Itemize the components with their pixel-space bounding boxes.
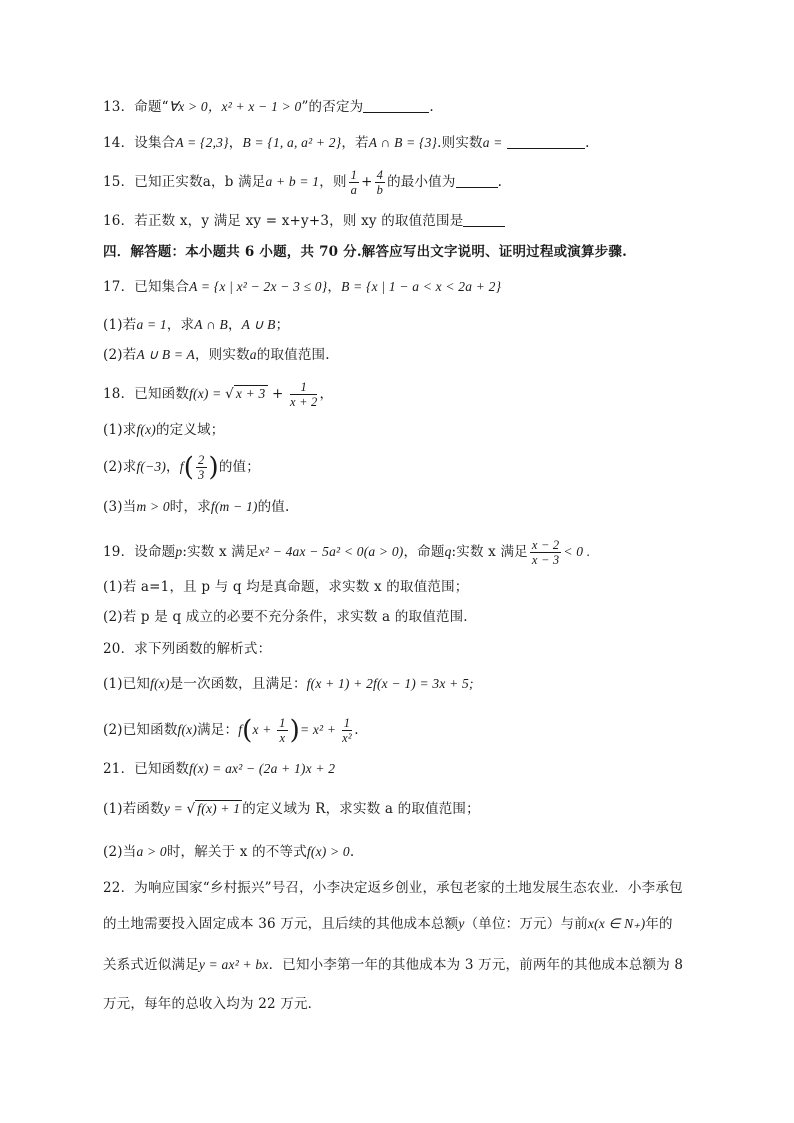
- question-17-part-1: (1)若a = 1，求A ∩ B，A ∪ B；: [103, 317, 290, 333]
- question-17: 17．已知集合A = {x | x² − 2x − 3 ≤ 0}，B = {x | 1 − a < x < 2a + 2}: [103, 279, 502, 295]
- fraction: $\frac{1}{\text{x²}}$: [342, 716, 352, 745]
- fraction: $\frac{2}{3}$: [198, 453, 205, 482]
- answer-blank[interactable]: [456, 173, 498, 188]
- question-16: 16．若正数 x，y 满足 xy = x+y+3，则 xy 的取值范围是: [103, 211, 505, 231]
- question-13: 13．命题“∀x > 0，x² + x − 1 > 0”的否定为 .: [103, 99, 434, 115]
- fraction: $\frac{4}{b}$: [376, 168, 384, 197]
- fraction: $\frac{1}{a}$: [350, 168, 358, 197]
- question-22-line-3: 关系式近似满足y = ax² + bx．已知小李第一年的其他成本为 3 万元，前两年的其他成本总额为 8: [103, 957, 684, 973]
- answer-blank[interactable]: [507, 134, 585, 149]
- question-21-part-1: (1)若函数y = √ f(x) + 1 的定义域为 R，求实数 a 的取值范围；: [103, 801, 480, 817]
- question-21-part-2: (2)当a > 0时，解关于 x 的不等式f(x) > 0.: [103, 844, 355, 860]
- question-20-part-1: (1)已知f(x)是一次函数，且满足：f(x + 1) + 2f(x − 1) = 3x + 5;: [103, 676, 474, 692]
- sqrt-sign: √: [225, 386, 234, 402]
- question-17-part-2: (2)若A ∪ B = A，则实数a的取值范围.: [103, 347, 330, 363]
- answer-blank[interactable]: [463, 212, 505, 227]
- fraction: $\frac{1}{x + 2}$: [290, 380, 318, 409]
- question-18-part-1: (1)求f(x)的定义域；: [103, 422, 225, 438]
- question-18: 18．已知函数f(x) = √ x + 3 + $\frac{1}{x + 2}$ ，: [103, 380, 334, 409]
- question-22-line-1: 22．为响应国家“乡村振兴”号召，小李决定返乡创业，承包老家的土地发展生态农业．小李承包: [103, 880, 683, 896]
- question-19-part-2: (2)若 p 是 q 成立的必要不充分条件，求实数 a 的取值范围.: [103, 609, 468, 625]
- question-22-line-2: 的土地需要投入固定成本 36 万元，且后续的其他成本总额y（单位：万元）与前x(x ∈ N₊)年的: [103, 916, 673, 932]
- question-18-part-2: (2)求f(−3)，f( $\frac{2}{3}$ )的值；: [103, 452, 260, 483]
- question-22-line-4: 万元，每年的总收入均为 22 万元．: [103, 996, 322, 1012]
- question-14: 14．设集合A = {2,3}，B = {1, a, a² + 2}，若A ∩ B = {3}.则实数a = .: [103, 135, 590, 151]
- question-20: 20．求下列函数的解析式：: [103, 641, 272, 657]
- sqrt-sign: √: [186, 801, 196, 817]
- fraction: $\frac{1}{x}$: [279, 716, 286, 745]
- question-15: 15．已知正实数a，b 满足a + b = 1，则 $\frac{1}{a}$ + $\frac{4}{b}$ 的最小值为 .: [103, 168, 503, 197]
- question-20-part-2: (2)已知函数f(x)满足：f(x + $\frac{1}{x}$ )= x² + $\frac{1}{\text{x²}}$ .: [103, 715, 359, 746]
- question-21: 21．已知函数f(x) = ax² − (2a + 1)x + 2: [103, 761, 336, 777]
- question-18-part-3: (3)当m > 0时，求f(m − 1)的值.: [103, 499, 290, 515]
- answer-blank[interactable]: [363, 98, 429, 113]
- fraction: $\frac{x - 2}{x - 3}$: [531, 538, 560, 567]
- question-19: 19．设命题p:实数 x 满足x² − 4ax − 5a² < 0(a > 0)，命题q:实数 x 满足 $\frac{x - 2}{x - 3}$ < 0 .: [103, 538, 591, 567]
- q13-math: ∀x > 0，x² + x − 1 > 0: [168, 99, 302, 114]
- question-19-part-1: (1)若 a=1，且 p 与 q 均是真命题，求实数 x 的取值范围；: [103, 579, 469, 595]
- section-header: 四．解答题：本小题共 6 小题，共 70 分.解答应写出文字说明、证明过程或演算步骤.: [103, 244, 627, 260]
